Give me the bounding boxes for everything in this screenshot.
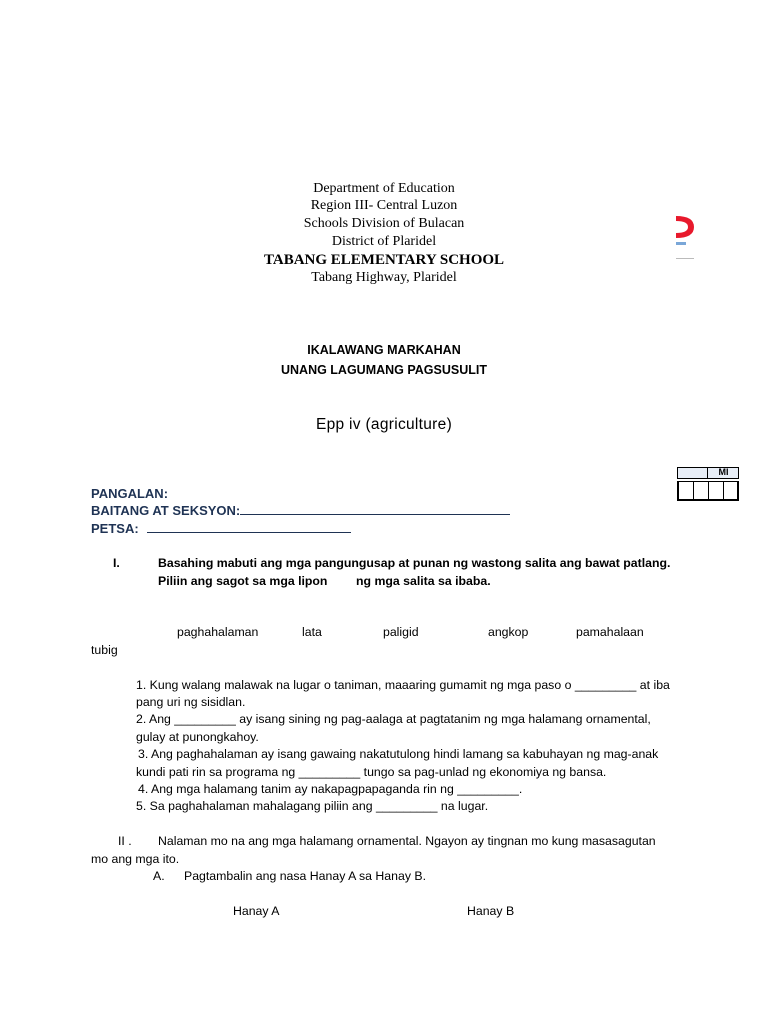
name-field — [91, 486, 168, 501]
subject-title: Epp iv (agriculture) — [315, 416, 453, 433]
grade-section-label: BAITANG AT SEKSYON: — [91, 503, 241, 518]
grade-section-blank — [240, 503, 510, 515]
header-department: Department of Education — [313, 181, 455, 196]
part1-instruction-line2b: ng mga salita sa ibaba. — [356, 574, 491, 588]
grade-section-field — [91, 503, 510, 518]
header-school-name: TABANG ELEMENTARY SCHOOL — [263, 252, 505, 268]
part2-numeral: II . — [118, 834, 132, 848]
part2-sub-letter: A. — [153, 869, 165, 883]
column-b-heading: Hanay B — [467, 904, 515, 918]
item-line: 4. Ang mga halamang tanim ay nakapagpapaganda rin ng _________. — [138, 782, 523, 796]
quarter-title: IKALAWANG MARKAHAN — [307, 343, 461, 357]
item-line: 2. Ang _________ ay isang sining ng pag-aalaga at pagtatanim ng mga halamang ornamental, — [136, 712, 651, 726]
item-line: pang uri ng sisidlan. — [136, 695, 246, 709]
date-field — [91, 521, 351, 536]
choice-word: lata — [302, 625, 322, 639]
part1-instruction-line2a: Piliin ang sagot sa mga lipon — [158, 574, 328, 588]
header-address: Tabang Highway, Plaridel — [311, 270, 457, 285]
part2-instruction-line2: mo ang mga ito. — [91, 852, 180, 866]
logo-fragment-accent — [676, 242, 686, 245]
score-table — [677, 467, 739, 501]
part2-instruction-line1: Nalaman mo na ang mga halamang ornamental. Ngayon ay tingnan mo kung masasagutan — [158, 834, 656, 848]
test-title: UNANG LAGUMANG PAGSUSULIT — [280, 363, 487, 377]
score-table-label: MI — [707, 467, 739, 479]
logo-fragment-icon — [674, 214, 696, 240]
part2-sub-instruction: Pagtambalin ang nasa Hanay A sa Hanay B. — [184, 869, 426, 883]
header-region: Region III- Central Luzon — [310, 198, 458, 213]
choice-word: pamahalaan — [576, 625, 644, 639]
choice-word: paligid — [383, 625, 419, 639]
item-line: 1. Kung walang malawak na lugar o taniman, maaaring gumamit ng mga paso o _________ at iba — [136, 678, 670, 692]
header-division: Schools Division of Bulacan — [303, 216, 465, 231]
score-table-cells — [677, 481, 739, 501]
item-line: gulay at punongkahoy. — [136, 730, 259, 744]
column-a-heading: Hanay A — [233, 904, 280, 918]
choice-word: angkop — [488, 625, 529, 639]
date-blank — [147, 521, 351, 533]
name-label: PANGALAN: — [91, 486, 169, 501]
item-line: kundi pati rin sa programa ng _________ tungo sa pag-unlad ng ekonomiya ng bansa. — [136, 765, 607, 779]
date-label: PETSA: — [91, 521, 139, 536]
part1-instruction-line1: Basahing mabuti ang mga pangungusap at punan ng wastong salita ang bawat patlang. — [158, 556, 671, 570]
header-district: District of Plaridel — [331, 234, 437, 249]
choice-word: paghahalaman — [177, 625, 259, 639]
item-line: 5. Sa paghahalaman mahalagang piliin ang _________ na lugar. — [136, 799, 489, 813]
part1-numeral: I. — [113, 556, 120, 570]
choice-word: tubig — [91, 643, 118, 657]
item-line: 3. Ang paghahalaman ay isang gawaing nakatutulong hindi lamang sa kabuhayan ng mag-anak — [138, 747, 659, 761]
logo-divider — [676, 258, 694, 259]
